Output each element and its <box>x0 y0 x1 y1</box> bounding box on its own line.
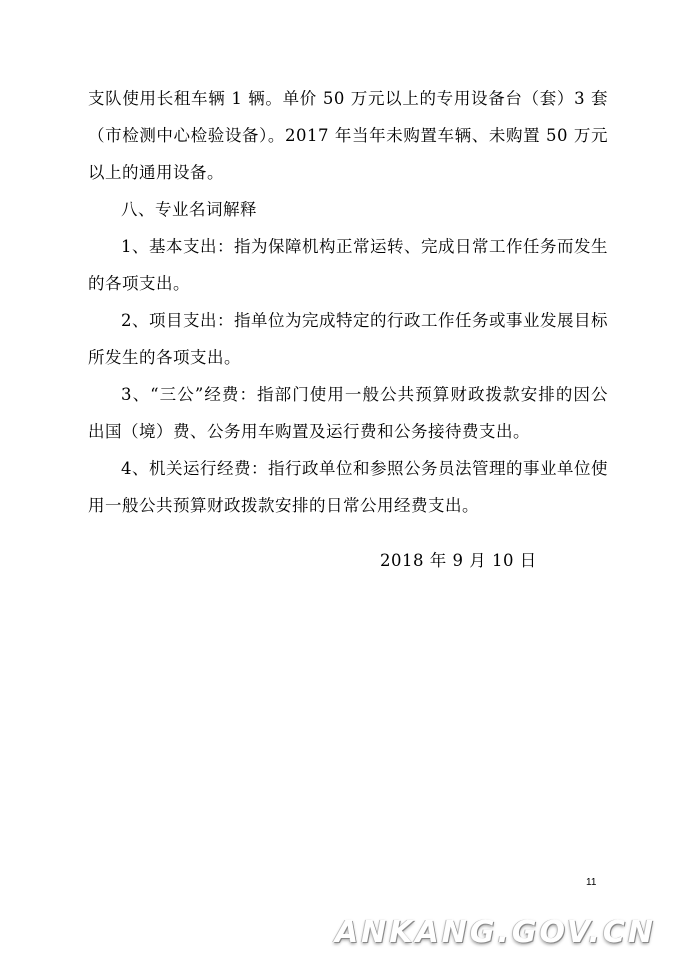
site-watermark: ANKANG.GOV.CN <box>334 915 656 950</box>
paragraph-project-expenditure: 2、项目支出：指单位为完成特定的行政工作任务或事业发展目标所发生的各项支出。 <box>88 311 608 367</box>
paragraph-operating-expenses: 4、机关运行经费：指行政单位和参照公务员法管理的事业单位使用一般公共预算财政拨款安排的日常公用经费支出。 <box>88 459 608 515</box>
document-date: 2018 年 9 月 10 日 <box>380 551 537 570</box>
paragraph-vehicle-equipment: 支队使用长租车辆 1 辆。单价 50 万元以上的专用设备台（套）3 套（市检测中心检验设备）。2017 年当年未购置车辆、未购置 50 万元以上的通用设备。 <box>88 89 608 182</box>
section-heading-terminology: 八、专业名词解释 <box>121 200 257 219</box>
paragraph-basic-expenditure: 1、基本支出：指为保障机构正常运转、完成日常工作任务而发生的各项支出。 <box>88 237 608 293</box>
document-body <box>88 80 608 524</box>
paragraph-three-public-expenses: 3、“三公”经费：指部门使用一般公共预算财政拨款安排的因公出国（境）费、公务用车购置及运行费和公务接待费支出。 <box>88 385 608 441</box>
page-number: 11 <box>586 877 597 888</box>
